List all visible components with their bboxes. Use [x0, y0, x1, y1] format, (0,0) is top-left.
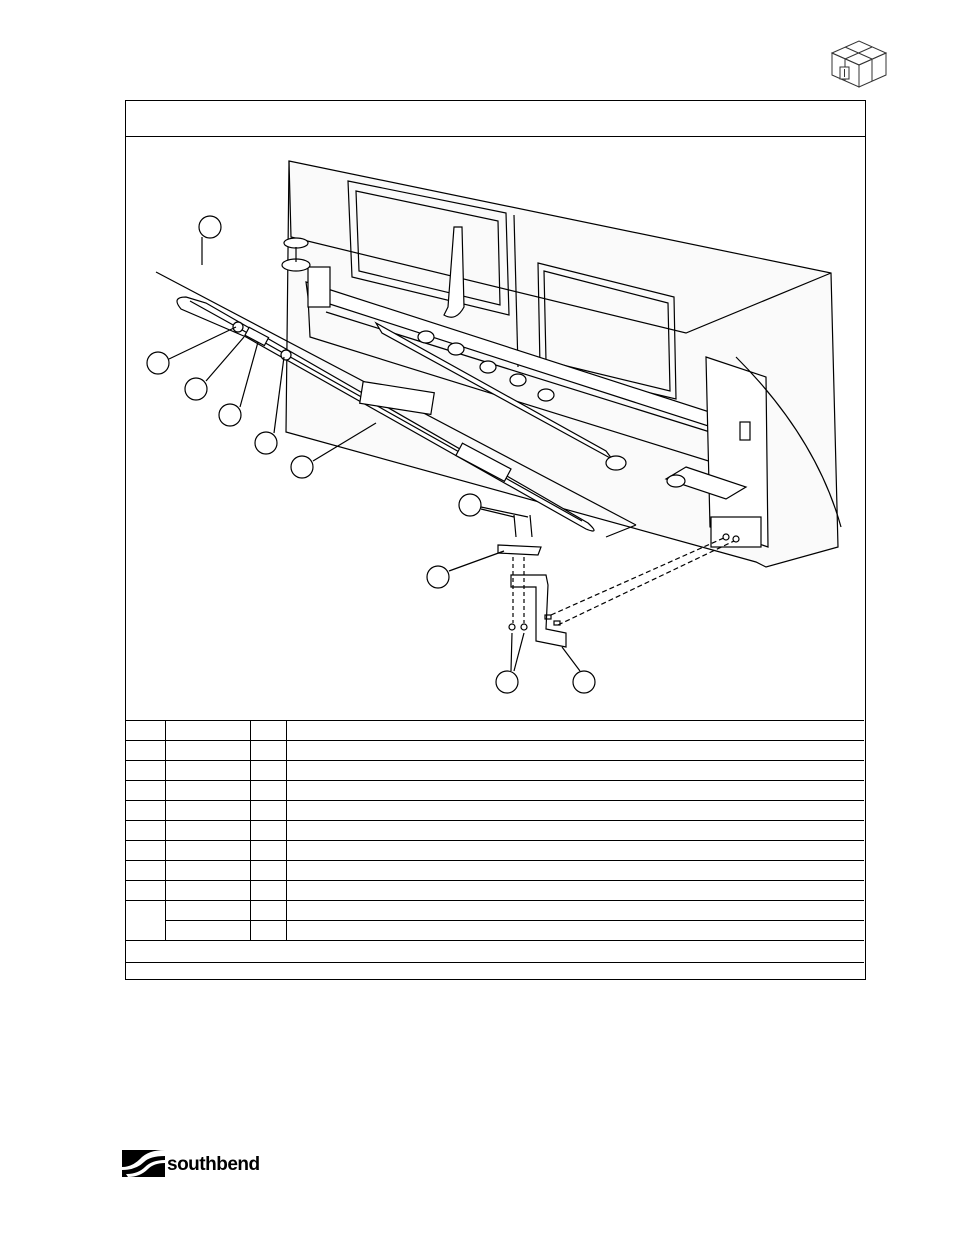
southbend-logo-icon [122, 1150, 165, 1177]
table-row [126, 881, 864, 901]
table-row [126, 921, 864, 941]
table-cell [250, 881, 286, 901]
table-cell [250, 741, 286, 761]
table-cell [286, 781, 864, 801]
table-cell [165, 861, 250, 881]
table-cell [165, 841, 250, 861]
table-header-row [126, 721, 864, 741]
table-cell [165, 801, 250, 821]
table-cell [165, 821, 250, 841]
table-cell [126, 801, 165, 821]
table-cell [165, 781, 250, 801]
table-cell [286, 841, 864, 861]
table-row [126, 901, 864, 921]
table-row [126, 841, 864, 861]
table-cell [286, 821, 864, 841]
table-cell [126, 901, 165, 941]
table-cell [126, 761, 165, 781]
table-cell [286, 881, 864, 901]
table-cell [165, 881, 250, 901]
table-cell [126, 841, 165, 861]
parts-box-icon [828, 37, 890, 89]
column-header [286, 721, 864, 741]
brand-logo [122, 1150, 262, 1178]
table-footnote [126, 941, 864, 963]
table-cell [286, 741, 864, 761]
table-row [126, 861, 864, 881]
table-cell [250, 761, 286, 781]
table-cell [286, 901, 864, 921]
brand-name: southbend [167, 1154, 260, 1175]
parts-list-table [126, 720, 864, 963]
table-cell [126, 861, 165, 881]
section-title [126, 101, 865, 137]
exploded-parts-diagram [126, 137, 864, 721]
table-cell [286, 801, 864, 821]
table-cell [165, 741, 250, 761]
table-row [126, 741, 864, 761]
table-row [126, 801, 864, 821]
table-cell [250, 801, 286, 821]
table-cell [286, 761, 864, 781]
table-cell [126, 821, 165, 841]
table-cell [250, 901, 286, 921]
table-footnote-row [126, 941, 864, 963]
table-cell [286, 921, 864, 941]
table-cell [165, 761, 250, 781]
table-cell [126, 881, 165, 901]
column-header [126, 721, 165, 741]
table-cell [126, 781, 165, 801]
table-cell [165, 921, 250, 941]
table-cell [250, 861, 286, 881]
table-cell [250, 821, 286, 841]
table-cell [250, 781, 286, 801]
table-cell [286, 861, 864, 881]
column-header [165, 721, 250, 741]
table-row [126, 821, 864, 841]
table-row [126, 761, 864, 781]
table-cell [250, 841, 286, 861]
table-cell [165, 901, 250, 921]
column-header [250, 721, 286, 741]
table-cell [126, 741, 165, 761]
table-row [126, 781, 864, 801]
table-cell [250, 921, 286, 941]
parts-diagram-frame [125, 100, 866, 980]
